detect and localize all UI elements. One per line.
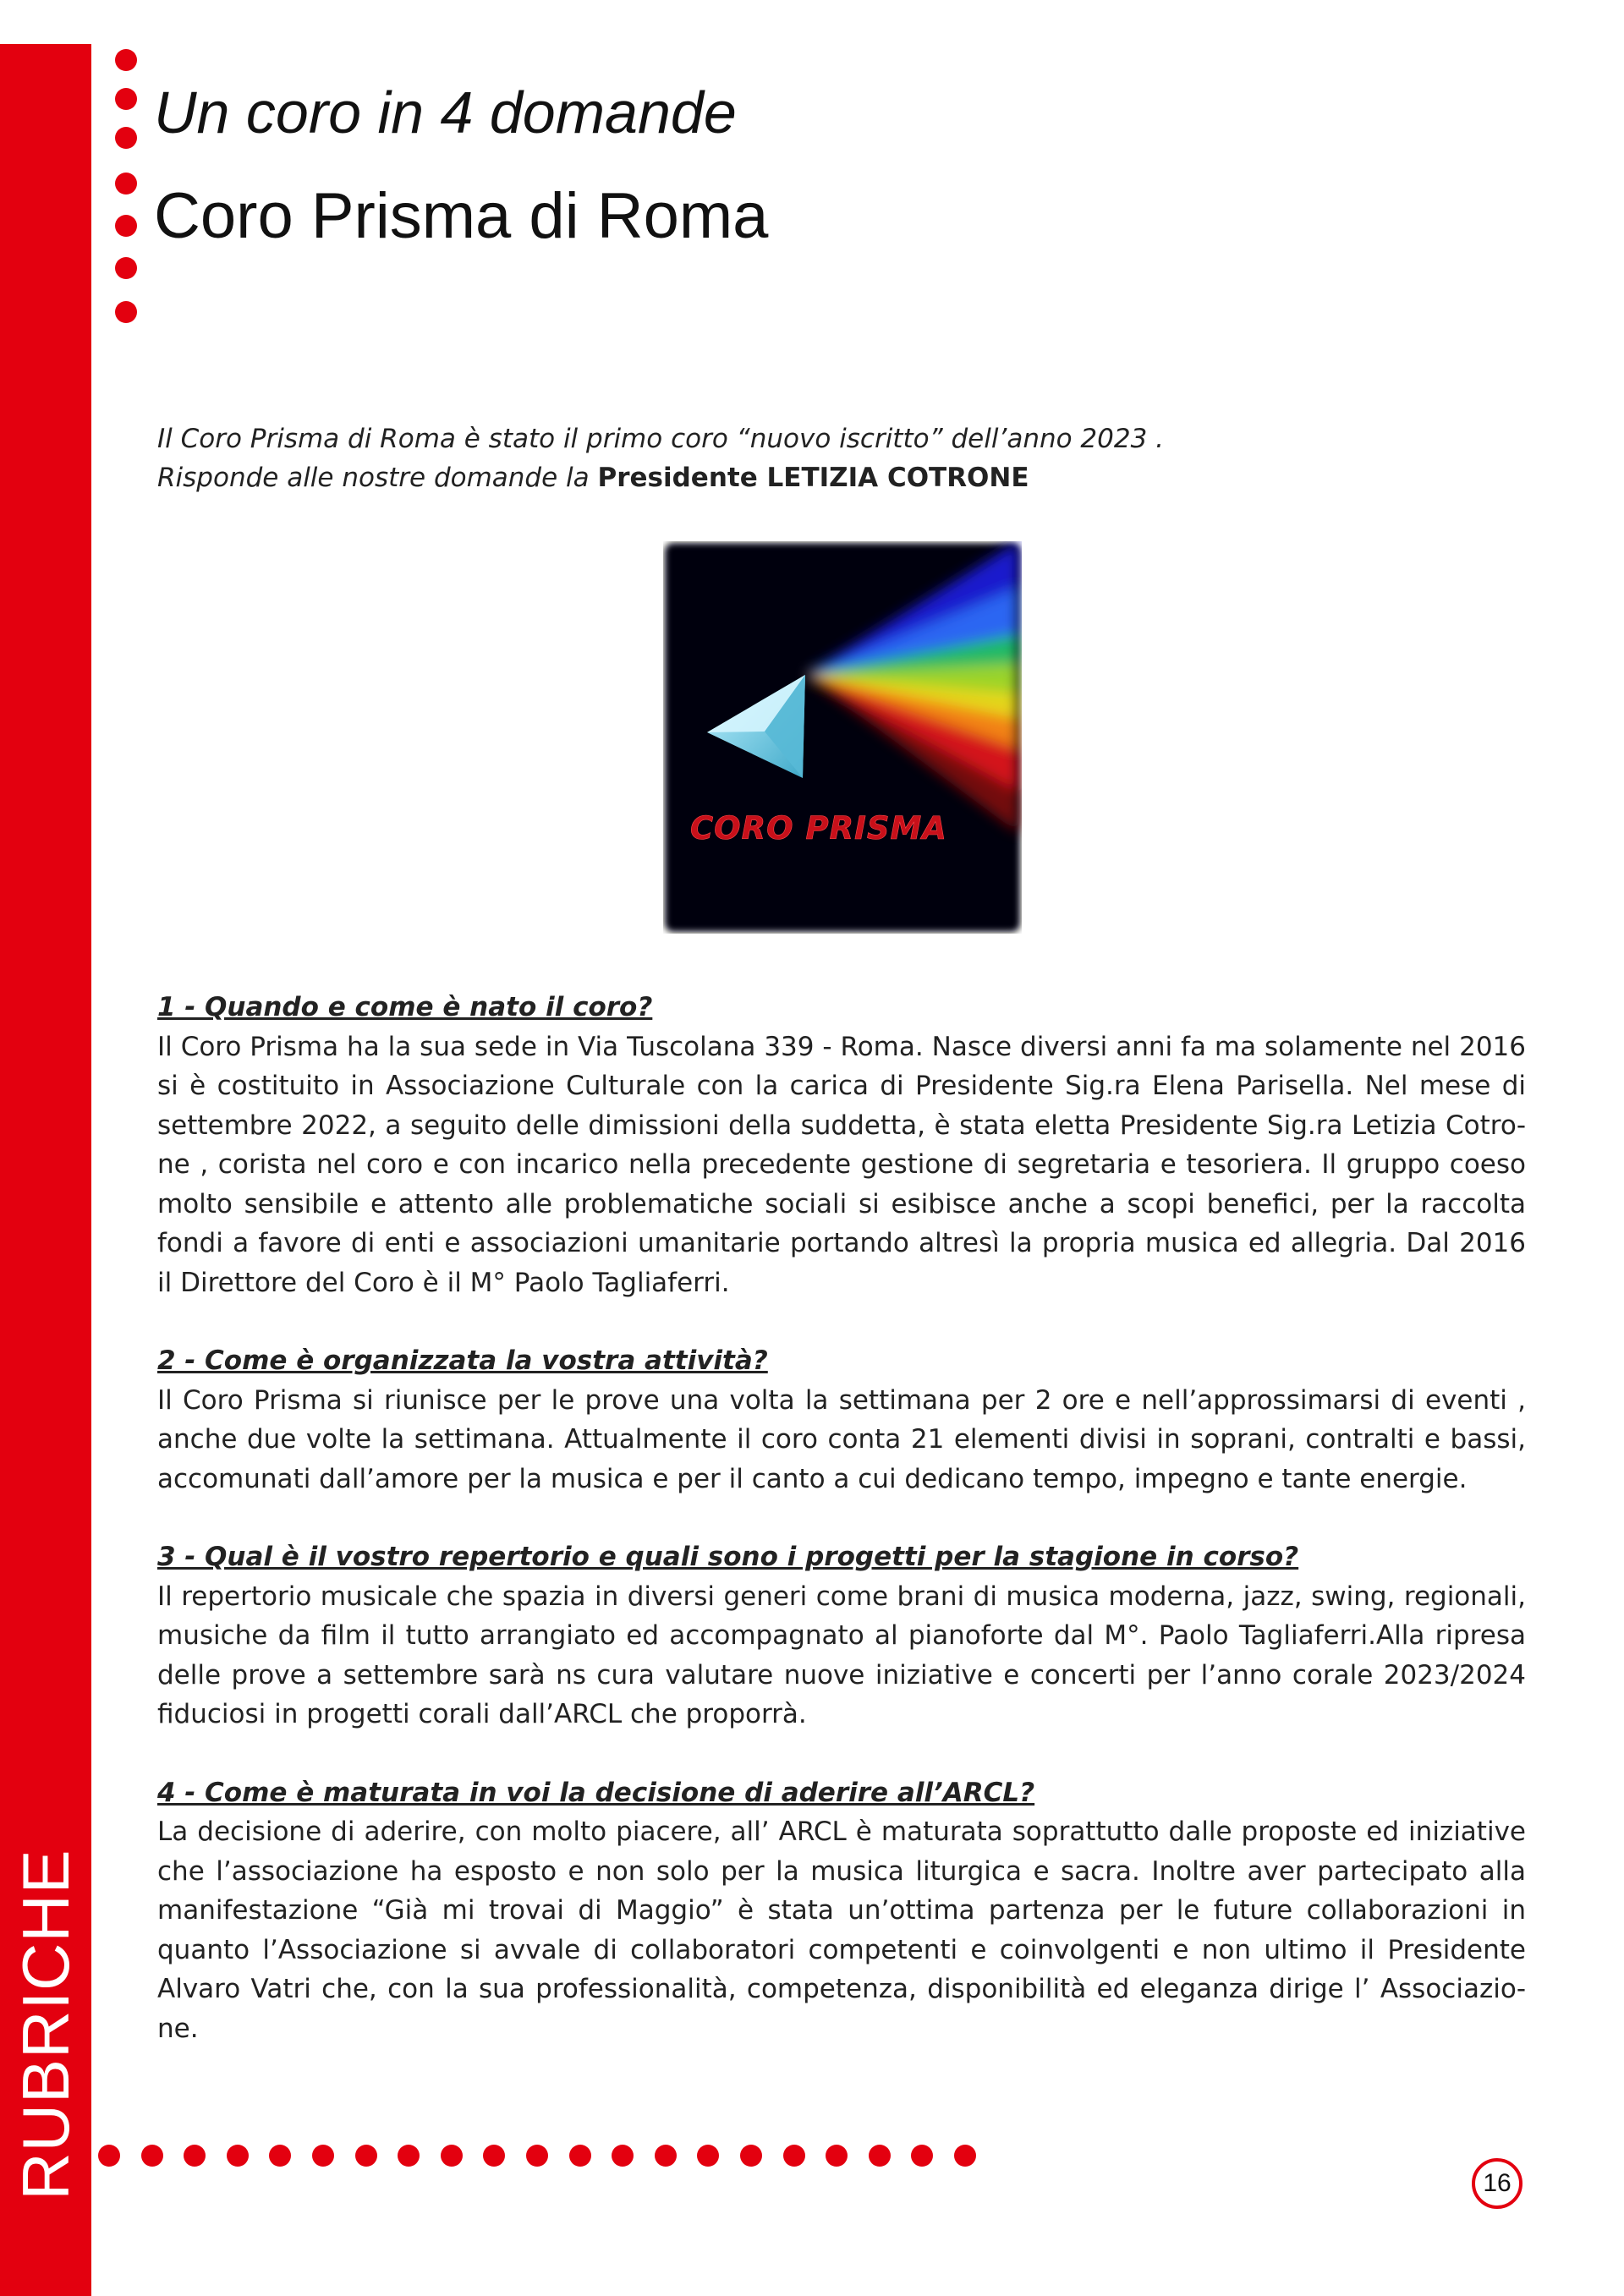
decorative-dot bbox=[115, 127, 137, 149]
answer-3: Il repertorio musicale che spazia in diversi generi come brani di musica moderna, jazz, swing, regionali, musiche da film il tutto arrangiato ed accompagnato al pianoforte dal M°. Paolo Tagliaferri.Alla ripresa delle prove a settembre sarà ns cura valutare nuove iniziative e concerti per l’anno corale 2023/2024 fiduciosi in progetti corali dall’ARCL che proporrà. bbox=[157, 1581, 1526, 1729]
decorative-dot bbox=[740, 2145, 762, 2167]
logo-text: CORO PRISMA bbox=[690, 810, 947, 847]
decorative-dot bbox=[312, 2145, 334, 2167]
answer-4: La decisione di aderire, con molto piacere, all’ ARCL è maturata soprattutto dalle proposte ed iniziative che l’associazione ha esposto e non solo per la musica liturgica e sacra. Inoltre aver partecipato alla manifestazione “Già mi trovai di Maggio” è stata un’ottima partenza per le future collaborazioni in quanto l’Associazione si avvale di collaboratori competenti e coinvolgenti e non ultimo il Presidente Alvaro Vatri che, con la sua professionalità, competenza, disponibilità ed eleganza dirige l’ Associazione. bbox=[157, 1817, 1526, 2044]
decorative-dot bbox=[115, 88, 137, 110]
decorative-dot bbox=[115, 257, 137, 279]
intro-line-1: Il Coro Prisma di Roma è stato il primo coro “nuovo iscritto” dell’anno 2023 . bbox=[157, 424, 1165, 454]
decorative-dot bbox=[115, 173, 137, 195]
decorative-dot bbox=[655, 2145, 677, 2167]
interview-section-4 bbox=[157, 1773, 1526, 2049]
intro-line-2 bbox=[157, 458, 1511, 497]
decorative-dot bbox=[115, 301, 137, 323]
intro bbox=[157, 419, 1511, 497]
page-title: Un coro in 4 domande bbox=[154, 79, 737, 145]
decorative-dot bbox=[612, 2145, 634, 2167]
question-2: 2 - Come è organizzata la vostra attività? bbox=[157, 1345, 768, 1376]
decorative-dot bbox=[141, 2145, 163, 2167]
intro-line-2-prefix: Risponde alle nostre domande la bbox=[157, 463, 598, 493]
decorative-dot bbox=[227, 2145, 249, 2167]
decorative-dot bbox=[954, 2145, 976, 2167]
decorative-dot bbox=[441, 2145, 463, 2167]
decorative-dot bbox=[569, 2145, 591, 2167]
decorative-dot bbox=[355, 2145, 377, 2167]
decorative-dot bbox=[98, 2145, 120, 2167]
decorative-dot bbox=[826, 2145, 848, 2167]
question-3: 3 - Qual è il vostro repertorio e quali sono i progetti per la stagione in corso? bbox=[157, 1542, 1299, 1572]
decorative-dot bbox=[911, 2145, 933, 2167]
question-4: 4 - Come è maturata in voi la decisione di aderire all’ARCL? bbox=[157, 1777, 1035, 1808]
decorative-dot bbox=[526, 2145, 548, 2167]
decorative-dot bbox=[184, 2145, 206, 2167]
horizontal-dot-decoration bbox=[98, 2145, 995, 2170]
decorative-dot bbox=[398, 2145, 420, 2167]
interview-section-3 bbox=[157, 1537, 1526, 1734]
vertical-dot-decoration bbox=[115, 44, 139, 323]
decorative-dot bbox=[483, 2145, 505, 2167]
decorative-dot bbox=[869, 2145, 891, 2167]
answer-1: Il Coro Prisma ha la sua sede in Via Tuscolana 339 - Roma. Nasce diversi anni fa ma solamente nel 2016 si è costituito in Associazione Culturale con la carica di Presidente Sig.ra Elena Parisella. Nel mese di settembre 2022, a seguito delle dimissioni della suddetta, è stata eletta Presidente Sig.ra Letizia Cotrone , corista nel coro e con incarico nella precedente gestione di segretaria e tesoriera. Il gruppo coeso molto sensibile e attento alle problematiche sociali si esibisce anche a scopi benefici, per la raccolta fondi a favore di enti e associazioni umanitarie portando altresì la propria musica ed allegria. Dal 2016 il Direttore del Coro è il M° Paolo Tagliaferri. bbox=[157, 1031, 1526, 1298]
interview-section-1 bbox=[157, 988, 1526, 1302]
side-red-band bbox=[0, 44, 91, 2296]
decorative-dot bbox=[115, 215, 137, 237]
page-subtitle: Coro Prisma di Roma bbox=[154, 180, 769, 252]
interview-content bbox=[157, 988, 1526, 2087]
decorative-dot bbox=[697, 2145, 719, 2167]
decorative-dot bbox=[115, 49, 137, 71]
question-1: 1 - Quando e come è nato il coro? bbox=[157, 992, 653, 1022]
decorative-dot bbox=[269, 2145, 291, 2167]
coro-prisma-logo bbox=[663, 541, 1022, 934]
intro-president-name: Presidente LETIZIA COTRONE bbox=[597, 463, 1029, 493]
answer-2: Il Coro Prisma si riunisce per le prove una volta la settimana per 2 ore e nell’approssimarsi di eventi , anche due volte la settimana. Attualmente il coro conta 21 elementi divisi in soprani, contralti e bassi, accomunati dall’amore per la musica e per il canto a cui dedicano tempo, impegno e tante energie. bbox=[157, 1384, 1526, 1494]
page-number: 16 bbox=[1472, 2158, 1522, 2209]
interview-section-2 bbox=[157, 1341, 1526, 1499]
decorative-dot bbox=[783, 2145, 805, 2167]
section-label: RUBRICHE bbox=[8, 1849, 83, 2200]
